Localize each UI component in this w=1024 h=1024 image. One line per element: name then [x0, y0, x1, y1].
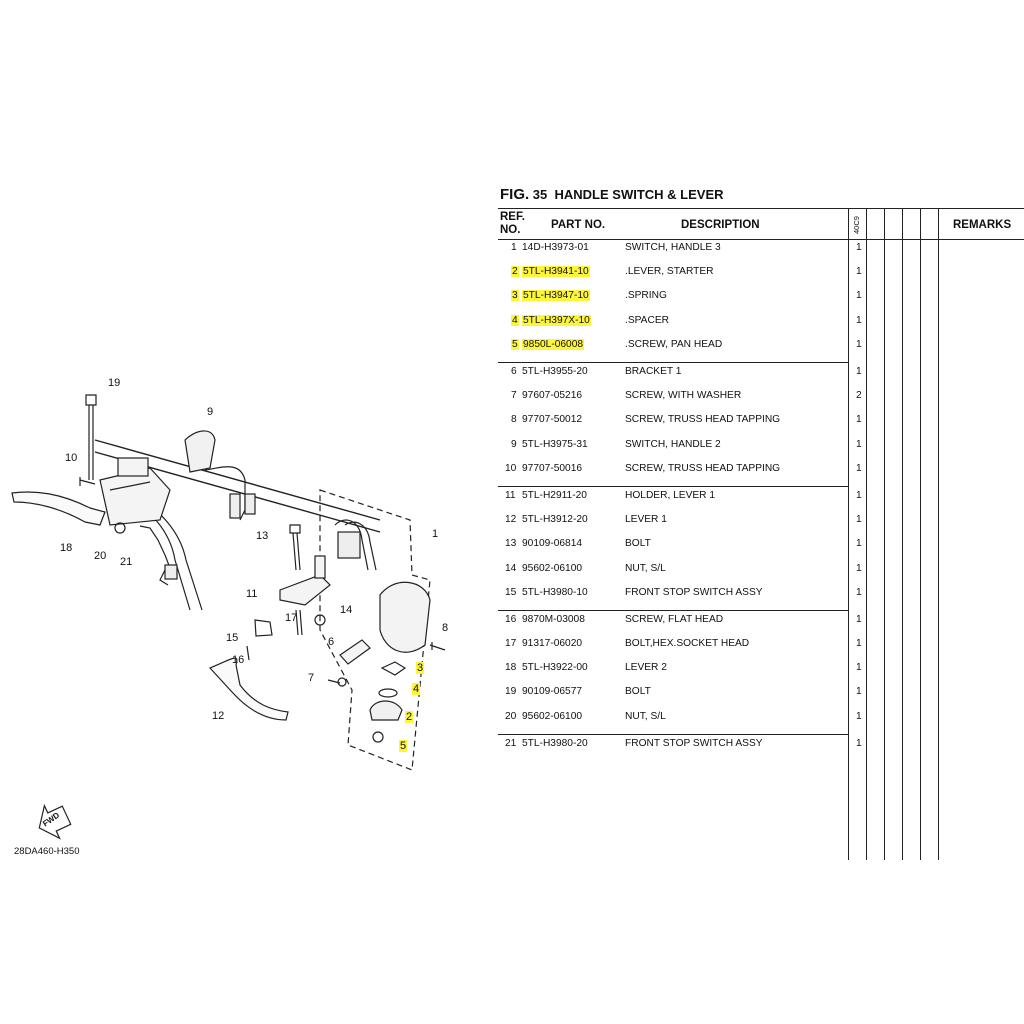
ref-no: 16	[505, 614, 517, 625]
connector-1	[338, 532, 360, 558]
ref-no: 3	[512, 290, 518, 301]
lever-18	[12, 492, 105, 525]
quantity: 1	[856, 738, 862, 749]
spacer-4	[379, 689, 397, 697]
ref-no: 9	[511, 439, 517, 450]
quantity: 1	[856, 366, 862, 377]
part-no: 95602-06100	[522, 563, 583, 574]
ref-no: 15	[505, 587, 517, 598]
description: BOLT	[625, 538, 651, 549]
part-no: 97707-50012	[522, 414, 583, 425]
ref-no: 6	[511, 366, 517, 377]
connector-9a	[230, 494, 240, 518]
bolt-19	[86, 395, 96, 480]
switch-9	[185, 431, 215, 472]
callout: 6	[328, 636, 335, 648]
group-rule-4	[498, 734, 848, 735]
header-ref-line1: REF.	[500, 211, 525, 223]
header-ref	[500, 211, 525, 243]
callout: 19	[108, 377, 121, 389]
description: SCREW, TRUSS HEAD TAPPING	[625, 463, 781, 474]
callout: 9	[207, 406, 214, 418]
group-rule-2	[498, 486, 848, 487]
part-no: 5TL-H3941-10	[523, 266, 589, 277]
description: NUT, S/L	[625, 711, 666, 722]
ref-no: 21	[505, 738, 517, 749]
quantity: 1	[856, 638, 862, 649]
col-rule-qty	[848, 208, 849, 860]
description: SCREW, TRUSS HEAD TAPPING	[625, 414, 781, 425]
part-no: 5TL-H3980-10	[522, 587, 588, 598]
switch-15	[255, 620, 272, 636]
callout-highlighted: 2	[406, 711, 413, 723]
quantity: 1	[856, 563, 862, 574]
bolt-13	[290, 525, 300, 570]
figure-prefix: FIG.	[500, 186, 530, 203]
callout: 8	[442, 622, 449, 634]
connector-9b	[245, 494, 255, 514]
part-no: 5TL-H3980-20	[522, 738, 588, 749]
part-no: 5TL-H3912-20	[522, 514, 588, 525]
quantity: 1	[856, 614, 862, 625]
quantity: 1	[856, 266, 862, 277]
ref-no: 20	[505, 711, 517, 722]
description: SWITCH, HANDLE 2	[625, 439, 721, 450]
quantity: 1	[856, 711, 862, 722]
part-no: 5TL-H3975-31	[522, 439, 588, 450]
part-no: 5TL-H2911-20	[522, 490, 587, 501]
callout: 16	[232, 654, 245, 666]
header-ref-line2: NO.	[500, 224, 521, 236]
col-rule-c	[902, 208, 903, 860]
col-rule-d	[920, 208, 921, 860]
ref-no: 2	[512, 266, 518, 277]
part-no: 97607-05216	[522, 390, 583, 401]
quantity: 1	[856, 339, 862, 350]
quantity: 1	[856, 662, 862, 673]
quantity: 1	[856, 538, 862, 549]
holder-11	[280, 575, 330, 605]
description: NUT, S/L	[625, 563, 666, 574]
fwd-label: FWD	[41, 810, 62, 829]
description: BOLT,HEX.SOCKET HEAD	[625, 638, 750, 649]
callout: 7	[308, 672, 315, 684]
quantity: 1	[856, 490, 862, 501]
description: HOLDER, LEVER 1	[625, 490, 716, 501]
quantity: 1	[856, 514, 862, 525]
quantity: 1	[856, 414, 862, 425]
ref-no: 18	[505, 662, 517, 673]
ref-no: 11	[505, 490, 516, 501]
quantity: 2	[856, 390, 862, 401]
group-rule-1	[498, 362, 848, 363]
screw-5	[373, 732, 383, 742]
description: .SPACER	[625, 315, 669, 326]
header-stamp: 40C9	[852, 216, 861, 234]
description: LEVER 2	[625, 662, 667, 673]
screw-7-head	[338, 678, 346, 686]
header-description: DESCRIPTION	[681, 219, 760, 231]
description: BRACKET 1	[625, 366, 682, 377]
ref-no: 14	[505, 563, 517, 574]
quantity: 1	[856, 686, 862, 697]
description: LEVER 1	[625, 514, 667, 525]
description: SCREW, WITH WASHER	[625, 390, 742, 401]
part-no: 14D-H3973-01	[522, 242, 589, 253]
ref-no: 4	[512, 315, 518, 326]
part-no: 91317-06020	[522, 638, 583, 649]
callout-highlighted: 5	[400, 740, 407, 752]
header-remarks: REMARKS	[953, 219, 1012, 231]
description: .SCREW, PAN HEAD	[625, 339, 723, 350]
description: FRONT STOP SWITCH ASSY	[625, 738, 763, 749]
col-rule-b	[884, 208, 885, 860]
figure-name: HANDLE SWITCH & LEVER	[554, 187, 724, 202]
ref-no: 5	[512, 339, 518, 350]
ref-no: 8	[511, 414, 517, 425]
callout: 12	[212, 710, 225, 722]
header-part-no: PART NO.	[551, 219, 606, 231]
part-no: 9850L-06008	[523, 339, 584, 350]
bracket-6	[340, 640, 370, 664]
part-no: 5TL-H3955-20	[522, 366, 588, 377]
callout: 10	[65, 452, 78, 464]
quantity: 1	[856, 315, 862, 326]
diagram-svg	[0, 190, 480, 870]
callout-highlighted: 4	[413, 683, 420, 695]
quantity: 1	[856, 290, 862, 301]
figure-title	[500, 186, 724, 203]
ref-no: 13	[505, 538, 517, 549]
part-no: 5TL-H3922-00	[522, 662, 588, 673]
callout: 1	[432, 528, 439, 540]
callout: 14	[340, 604, 353, 616]
col-rule-a	[866, 208, 867, 860]
part-no: 90109-06814	[522, 538, 583, 549]
ref-no: 1	[511, 242, 517, 253]
reservoir	[118, 458, 148, 476]
figure-number: 35	[532, 187, 548, 202]
part-no: 97707-50016	[522, 463, 583, 474]
part-no: 9870M-03008	[522, 614, 585, 625]
connector-21	[165, 565, 177, 579]
ref-no: 12	[505, 514, 517, 525]
screw-16	[247, 646, 249, 660]
callout: 15	[226, 632, 239, 644]
callout: 13	[256, 530, 269, 542]
description: FRONT STOP SWITCH ASSY	[625, 587, 763, 598]
callout: 11	[246, 588, 258, 600]
ref-no: 19	[505, 686, 517, 697]
description: SWITCH, HANDLE 3	[625, 242, 721, 253]
spring-3	[382, 662, 405, 675]
quantity: 1	[856, 439, 862, 450]
drawing-code: 28DA460-H350	[14, 846, 80, 857]
ref-no: 17	[505, 638, 517, 649]
callout: 20	[94, 550, 107, 562]
exploded-parts-diagram	[0, 190, 480, 870]
screw-8	[430, 642, 445, 650]
ref-no: 10	[505, 463, 517, 474]
callout-highlighted: 3	[417, 662, 424, 674]
quantity: 1	[856, 463, 862, 474]
group-rule-3	[498, 610, 848, 611]
description: .SPRING	[625, 290, 667, 301]
description: SCREW, FLAT HEAD	[625, 614, 724, 625]
lever-2-starter	[370, 701, 402, 720]
quantity: 1	[856, 587, 862, 598]
callout: 17	[285, 612, 298, 624]
callout: 18	[60, 542, 73, 554]
part-no: 95602-06100	[522, 711, 583, 722]
quantity: 1	[856, 242, 862, 253]
part-no: 5TL-H397X-10	[523, 315, 590, 326]
table-top-rule	[498, 208, 1024, 209]
description: .LEVER, STARTER	[625, 266, 714, 277]
part-no: 90109-06577	[522, 686, 583, 697]
callout: 21	[120, 556, 133, 568]
switch-housing	[380, 582, 430, 652]
col-rule-e	[938, 208, 939, 860]
ref-no: 7	[511, 390, 517, 401]
holder-stem	[315, 556, 325, 578]
part-no: 5TL-H3947-10	[523, 290, 589, 301]
description: BOLT	[625, 686, 651, 697]
